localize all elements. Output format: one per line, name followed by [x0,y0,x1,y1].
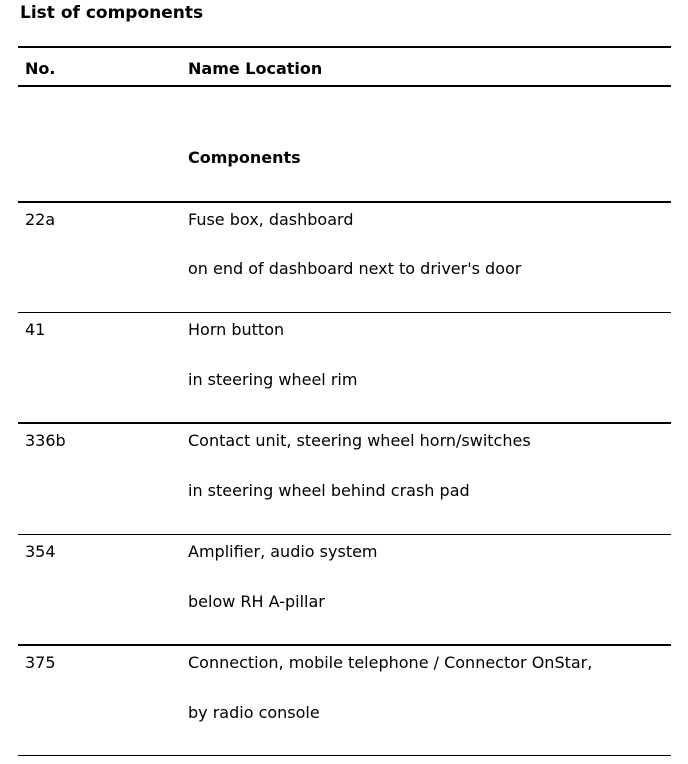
header-bottom-rule [18,85,671,87]
section-label: Components [188,148,301,167]
component-location: below RH A-pillar [188,592,325,611]
row-number: 22a [25,210,56,229]
row-number: 375 [25,653,56,672]
component-location: in steering wheel behind crash pad [188,481,470,500]
row-divider [18,534,671,535]
header-no: No. [25,59,56,78]
component-name: Contact unit, steering wheel horn/switches [188,431,531,450]
section-rule [18,201,671,203]
table-top-rule [18,46,671,48]
component-name: Amplifier, audio system [188,542,378,561]
component-name: Horn button [188,320,285,339]
row-number: 41 [25,320,46,339]
header-name-location: Name Location [188,59,323,78]
component-location: in steering wheel rim [188,370,358,389]
component-location: by radio console [188,703,320,722]
component-location: on end of dashboard next to driver's door [188,259,522,278]
row-divider [18,644,671,646]
document-title: List of components [20,3,204,23]
table-bottom-rule [18,755,671,756]
row-number: 336b [25,431,66,450]
row-divider [18,422,671,424]
row-divider [18,312,671,313]
component-name: Fuse box, dashboard [188,210,354,229]
row-number: 354 [25,542,56,561]
component-name: Connection, mobile telephone / Connector OnStar, [188,653,593,672]
